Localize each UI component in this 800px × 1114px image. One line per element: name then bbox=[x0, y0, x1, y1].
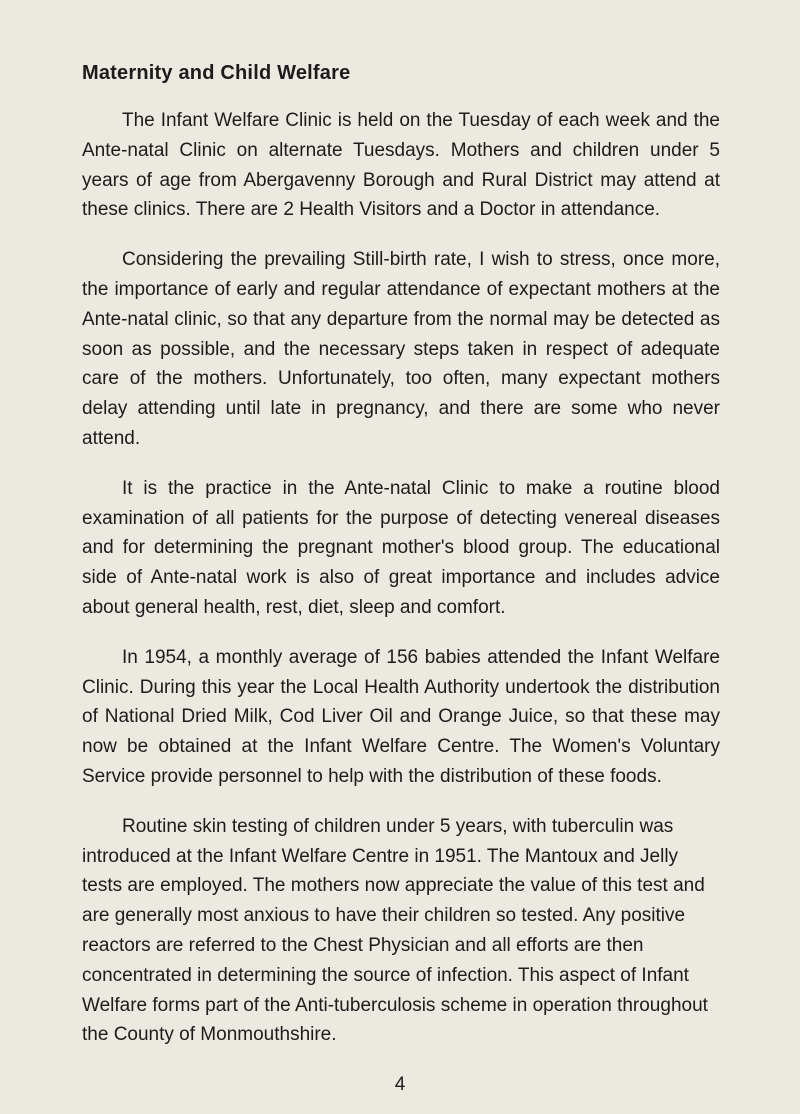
page-number: 4 bbox=[394, 1074, 406, 1095]
paragraph-clinic-schedule: The Infant Welfare Clinic is held on the Tuesday of each week and the Ante-natal Clinic on alternate Tuesdays. Mothers and children under 5 years of age from Abergavenny Borough and Rural District may attend at these clinics. There are 2 Health Visitors and a Doctor in attendance. bbox=[82, 110, 720, 221]
paragraph-still-birth-rate: Considering the prevailing Still-birth rate, I wish to stress, once more, the importance of early and regular attendance of expectant mothers at the Ante-natal clinic, so that any departure from the normal may be detected as soon as possible, and the necessary steps taken in respect of adequate care of the mothers. Unfortunately, too often, many expectant mothers delay attending until late in pregnancy, and there are some who never attend. bbox=[82, 249, 720, 449]
body-text bbox=[82, 106, 720, 1070]
paragraph-blood-examination: It is the practice in the Ante-natal Clinic to make a routine blood examination of all patients for the purpose of detecting venereal diseases and for determining the pregnant mother's blood group. The educational side of Ante-natal work is also of great importance and includes advice about general health, rest, diet, sleep and comfort. bbox=[82, 477, 720, 618]
paragraph-monthly-average: In 1954, a monthly average of 156 babies attended the Infant Welfare Clinic. During this year the Local Health Authority undertook the distribution of National Dried Milk, Cod Liver Oil and Orange Juice, so that these may now be obtained at the Infant Welfare Centre. The Women's Voluntary Service provide personnel to help with the distribution of these foods. bbox=[82, 646, 720, 787]
section-heading: Maternity and Child Welfare bbox=[82, 62, 351, 84]
paragraph-tuberculin-testing: Routine skin testing of children under 5 years, with tuberculin was introduced at the Infant Welfare Centre in 1951. The Mantoux and Jelly tests are employed. The mothers now appreciate the value of this test and are generally most anxious to have their children so tested. Any positive reactors are referred to the Chest Physician and all efforts are then concentrated in determining the source of infection. This aspect of Infant Welfare forms part of the Anti-tuberculosis scheme in operation throughout the County of Monmouthshire. bbox=[82, 815, 708, 1046]
